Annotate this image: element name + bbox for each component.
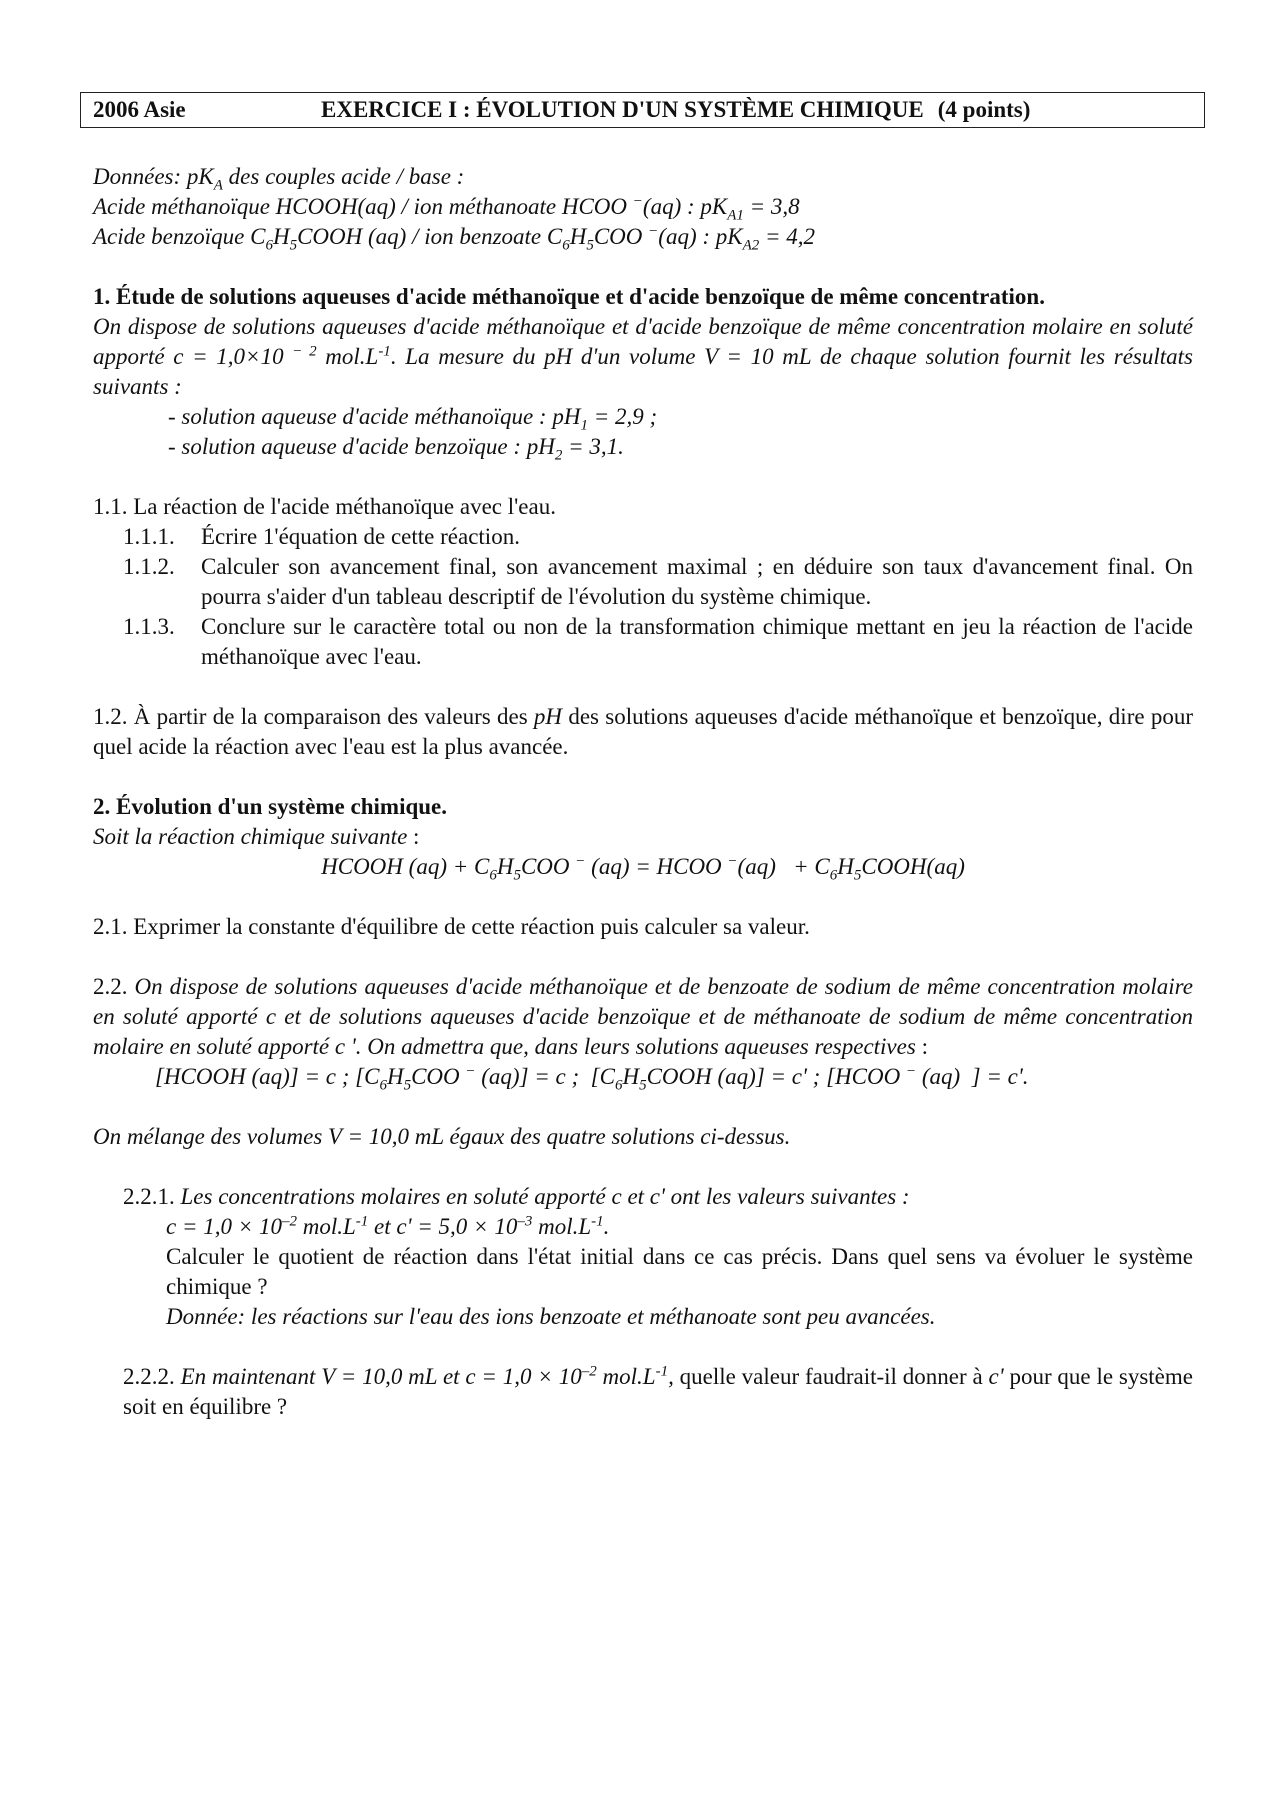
part1-heading: 1. Étude de solutions aqueuses d'acide méthanoïque et d'acide benzoïque de même concentration. <box>93 284 1045 309</box>
question-2-2-1-donnee: Donnée: les réactions sur l'eau des ions benzoate et méthanoate sont peu avancées. <box>166 1304 936 1329</box>
donnees-intro: Données: $pK_A$ des couples acide / base : <box>93 164 465 194</box>
result-benzoique: - solution aqueuse d'acide benzoïque : $pH_2 = 3,1$. <box>168 434 624 464</box>
question-1-2: 1.2. À partir de la comparaison des valeurs des pH des solutions aqueuses d'acide méthanoïque et benzoïque, dire pour quel acide la réaction avec l'eau est la plus avancée. <box>93 704 1193 759</box>
question-2-2: 2.2. On dispose de solutions aqueuses d'acide méthanoïque et de benzoate de sodium de même concentration molaire en soluté apporté c et de solutions aqueuses d'acide benzoïque et de méthanoate de sodium de même concentration molaire en soluté apporté c '. On admettra que, dans leurs solutions aqueuses respectives : <box>93 974 1193 1059</box>
question-2-1: 2.1. Exprimer la constante d'équilibre de cette réaction puis calculer sa valeur. <box>93 914 810 939</box>
donnees-line-methanoique: Acide méthanoïque HCOOH(aq) / ion méthanoate HCOO −(aq) : $pK_{A1} = 3,8$ <box>93 193 800 224</box>
question-2-2-2: 2.2.2. En maintenant V = 10,0 mL et $c = 1,0 \times 10^{-2}$ $mol.L^{-1}$, quelle valeur faudrait-il donner à c' pour que le système soit en équilibre ? <box>123 1363 1193 1419</box>
mixing-statement: On mélange des volumes V = 10,0 mL égaux des quatre solutions ci-dessus. <box>93 1124 791 1149</box>
exercise-title <box>321 95 1030 125</box>
result-methanoique: - solution aqueuse d'acide méthanoïque : $pH_1 = 2,9$ ; <box>168 404 658 434</box>
donnees-line-benzoique: Acide benzoïque $C_6H_5COOH$ (aq) / ion benzoate $C_6H_5COO$ −(aq) : $pK_{A2} = 4,2$ <box>93 223 816 254</box>
exam-year: 2006 Asie <box>93 97 186 122</box>
question-1-1-2: 1.1.2. Calculer son avancement final, son avancement maximal ; en déduire son taux d'avancement final. On pourra s'aider d'un tableau descriptif de l'évolution du système chimique. <box>123 554 1193 609</box>
part2-heading: 2. Évolution d'un système chimique. <box>93 794 447 819</box>
exercise-title-text: EXERCICE I : ÉVOLUTION D'UN SYSTÈME CHIMIQUE <box>321 97 924 122</box>
question-1-1-3: 1.1.3. Conclure sur le caractère total ou non de la transformation chimique mettant en jeu la réaction de l'acide méthanoïque avec l'eau. <box>123 614 1193 669</box>
part2-intro: Soit la réaction chimique suivante : <box>93 824 420 849</box>
question-2-2-1: 2.2.1. Les concentrations molaires en soluté apporté c et c' ont les valeurs suivantes : <box>123 1184 910 1209</box>
exercise-header <box>80 92 1205 128</box>
question-2-2-1-values: $c = 1,0 \times 10^{-2}$ $mol.L^{-1}$ et $c' = 5,0 \times 10^{-3}$ $mol.L^{-1}$. <box>166 1213 610 1239</box>
concentrations-line: [HCOOH (aq)] = c ; [$C_6H_5COO$ − (aq)] = c ; [$C_6H_5COOH$ (aq)] = c' ; [HCOO − (aq) ] = c'. <box>155 1063 1029 1094</box>
question-2-2-1-ask: Calculer le quotient de réaction dans l'état initial dans ce cas précis. Dans quel sens va évoluer le système chimique ? <box>166 1244 1193 1299</box>
part1-paragraph: On dispose de solutions aqueuses d'acide méthanoïque et d'acide benzoïque de même concentration molaire en soluté apporté c = 1,0×10 $^{- 2}$ $mol.L^{-1}$. La mesure du pH d'un volume V = 10 mL de chaque solution fournit les résultats suivants : <box>93 314 1194 399</box>
exercise-points: (4 points) <box>937 97 1031 122</box>
reaction-equation: HCOOH $(aq) + C_6H_5COO$ − (aq) = HCOO $^-(aq) + C_6H_5COOH(aq)$ <box>321 853 965 884</box>
question-1-1-1: 1.1.1. Écrire 1'équation de cette réaction. <box>123 524 520 549</box>
question-1-1: 1.1. La réaction de l'acide méthanoïque avec l'eau. <box>93 494 556 519</box>
exercise-content <box>93 162 1193 1422</box>
